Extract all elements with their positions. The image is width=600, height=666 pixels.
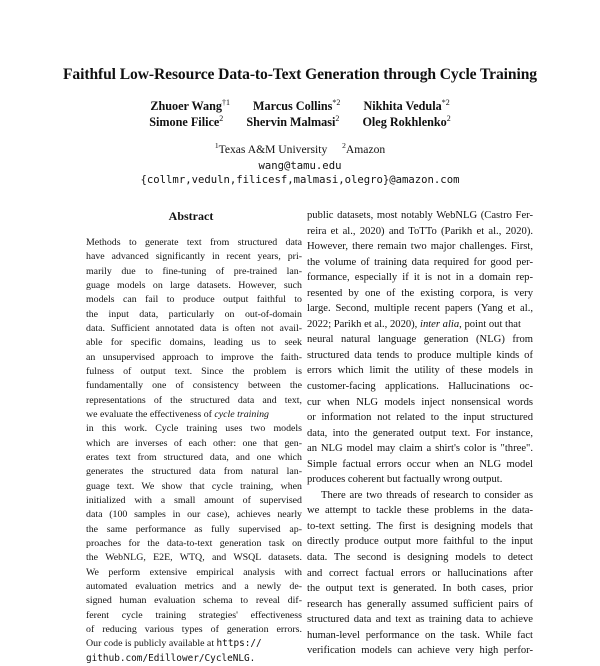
body-line: formance, especially if it is not in a domain rep- [307, 272, 533, 284]
abstract-line: automated evaluation metrics and a newly de- [86, 580, 302, 592]
author: Zhuoer Wang$^{\dagger 1}$ [150, 97, 230, 113]
body-line: the output text is generated. In both cases, prior [307, 583, 533, 595]
abstract-line: data (100 samples in our case), achieves nearly [86, 509, 302, 521]
abstract-line: of reducing various types of generation errors. [86, 623, 302, 635]
abstract-line: able for specific domains, leading us to seek [86, 337, 302, 349]
abstract-line: Methods to generate text from structured data [86, 237, 302, 248]
abstract-line: which are inverses of each other: one that gen- [86, 437, 302, 449]
emphasis: cycle training [214, 408, 269, 420]
affiliation: $^2$Amazon [342, 141, 386, 156]
body-line: structured data tends to produce multiple kinds of [307, 349, 533, 361]
author: Oleg Rokhlenko$^2$ [362, 113, 451, 129]
abstract-line: initialized with a small amount of supervised [86, 494, 302, 506]
abstract-line: an unsupervised approach to improve the faith- [86, 351, 302, 363]
abstract-heading: Abstract [168, 209, 214, 223]
body-line: customer-facing applications. Hallucinations oc- [307, 381, 533, 393]
abstract-line: guage models on large datasets. However, such [86, 279, 302, 291]
body-line: errors which limit the utility of these models in [307, 365, 533, 377]
abstract-line: representations of the structured data and text, [86, 394, 302, 406]
body-line: data. The second is designing models to detect [307, 552, 533, 564]
affiliation: $^1$Texas A&M University [214, 141, 328, 156]
body-line: However, there remain two major challenges. First, [307, 241, 533, 253]
body-line: verification models can achieve very high perfor- [307, 645, 533, 657]
body-line: an NLG model may claim a shirt's color is "three". [307, 443, 533, 455]
body-line: cur when NLG models inject nonsensical words [307, 396, 533, 408]
body-line: research has generally assumed sufficient pairs of [307, 598, 533, 610]
abstract-line: data. Sufficient annotated data is often not avail- [86, 322, 302, 334]
abstract-line: the WebNLG, E2E, WTQ, and WSQL datasets. [86, 552, 302, 564]
abstract-line: generates the structured data from natural lan- [86, 466, 302, 478]
code-url[interactable]: https:// [216, 638, 262, 650]
author-email[interactable]: wang@tamu.edu [258, 160, 342, 172]
author: Simone Filice$^2$ [149, 113, 224, 129]
emphasis: inter alia [420, 318, 460, 330]
body-line: produces coherent but factually wrong output. [307, 474, 503, 486]
author: Marcus Collins$^{*2}$ [253, 97, 341, 113]
abstract-line: we evaluate the effectiveness of cycle training [86, 408, 269, 420]
intro-body [307, 208, 533, 659]
group-email[interactable]: {collmr,veduln,filicesf,malmasi,olegro}@amazon.com [140, 174, 460, 186]
body-line: directly produce output more faithful to the input [307, 536, 533, 548]
abstract-line: We perform extensive empirical analysis with [86, 566, 302, 578]
affiliations [0, 143, 600, 156]
abstract-line: guage text. We show that cycle training, when [86, 480, 302, 492]
body-line: resented by one of the existing corpora, is very [307, 287, 533, 299]
paper-title: Faithful Low-Resource Data-to-Text Generation through Cycle Training [63, 66, 537, 83]
body-line: public datasets, most notably WebNLG (Castro Fer- [307, 210, 533, 221]
author-row-1 [0, 99, 600, 114]
abstract-line: ferent cycle training strategies' effectiveness [86, 609, 302, 621]
abstract-body [86, 236, 302, 666]
abstract-line: have advanced significantly in recent years, pri- [86, 251, 302, 263]
body-line: structured data and text as training data to achieve [307, 614, 533, 626]
body-line: the volume of training data required for good per- [307, 256, 533, 268]
body-line: or information not related to the input structured [307, 412, 533, 424]
body-line: large. Second, multiple recent papers (Yang et al., [307, 303, 533, 315]
body-line: we attempt to tackle these problems in the data- [307, 505, 533, 517]
abstract-line: models can fail to produce output faithful to [86, 294, 302, 306]
body-line: and correct factual errors or hallucinations after [307, 567, 533, 579]
abstract-line: fulness of output text. Since the problem is [86, 365, 302, 377]
body-line: to-text setting. The first is designing models that [307, 520, 533, 532]
abstract-line: proaches for the data-to-text generation task on [86, 537, 302, 549]
author: Shervin Malmasi$^2$ [246, 113, 340, 129]
body-line: There are two threads of research to consider as [321, 489, 533, 501]
body-line: human-level performance on the task. While fact [307, 629, 533, 641]
author-row-2 [0, 115, 600, 130]
abstract-line: erates text from structured data, and one which [86, 451, 302, 463]
abstract-line: marily due to fine-tuning of pre-trained lan- [86, 265, 302, 277]
body-line: Simple factual errors occur when an NLG model [307, 458, 533, 470]
body-line: 2022; Parikh et al., 2020), inter alia, point out that [307, 318, 521, 330]
code-url[interactable]: github.com/Edillower/CycleNLG. [86, 652, 256, 664]
abstract-line: fundamentally one of consistency between the [86, 380, 302, 392]
abstract-line: in this work. Cycle training uses two models [86, 423, 302, 435]
author: Nikhita Vedula$^{*2}$ [363, 97, 450, 113]
body-line: neural natural language generation (NLG) from [307, 334, 533, 346]
abstract-line: the input data, particularly on out-of-domain [86, 308, 302, 320]
body-line: reira et al., 2020) and ToTTo (Parikh et al., 2020). [307, 225, 533, 237]
body-line: data, into the generated output text. For instance, [307, 427, 533, 439]
abstract-line: Our code is publicly available at https:// [86, 638, 262, 650]
abstract-line: signed human evaluation schema to reveal dif- [86, 595, 302, 607]
abstract-line: the same performance as fully supervised ap- [86, 523, 302, 535]
